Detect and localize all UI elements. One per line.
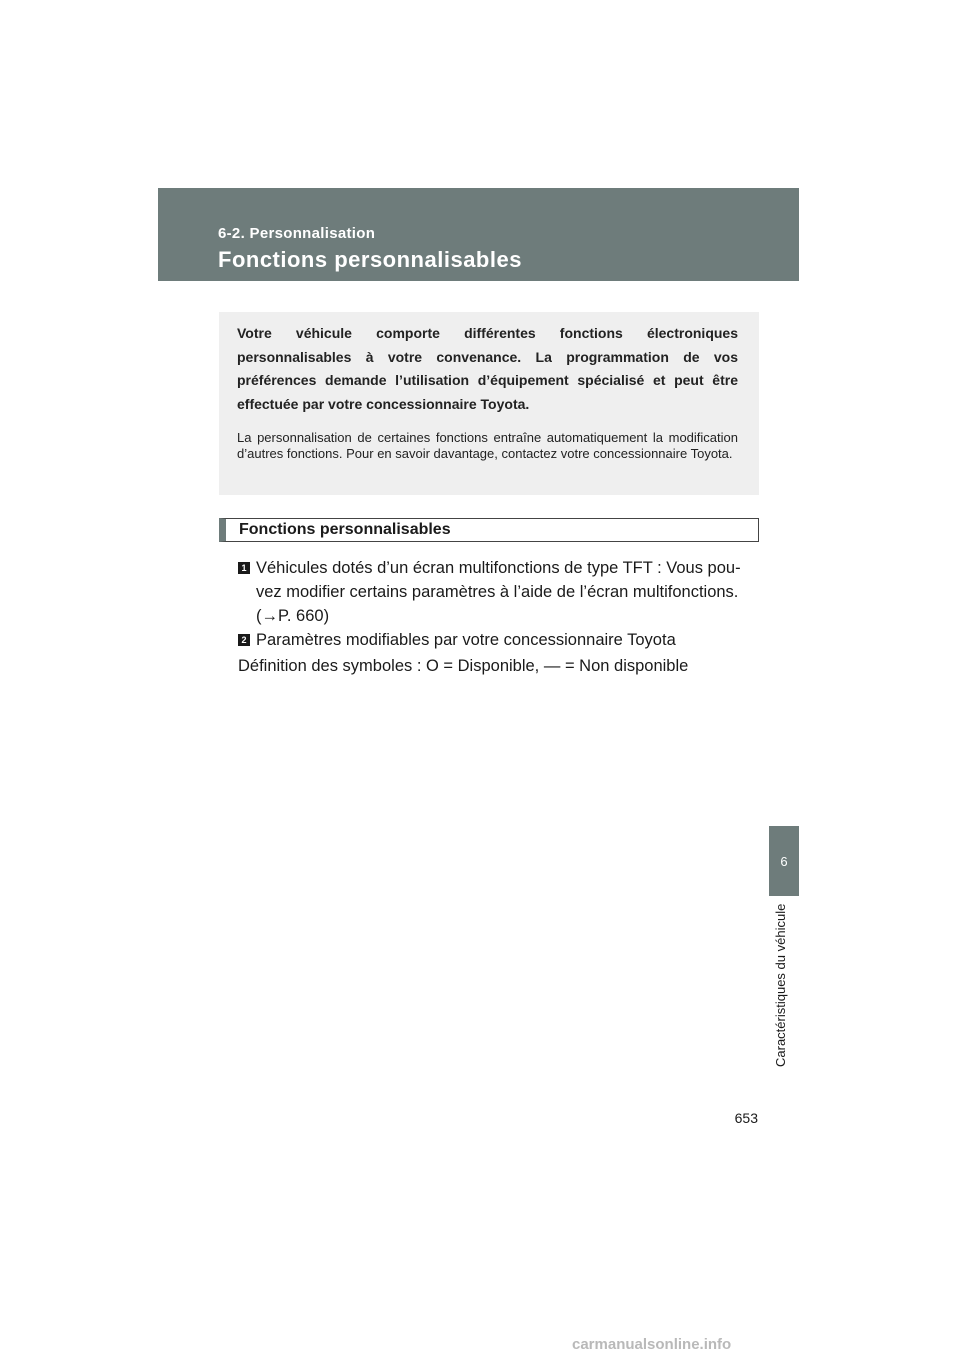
intro-bold-paragraph: Votre véhicule comporte différentes fonctions électroniques personnalisables à votre convenance. La programmation de vos préférences demande l’utilisation d’équipement spécialisé et peut être effectuée par votre concessionnaire Toyota. [237,325,738,412]
intro-paragraph: La personnalisation de certaines fonctions entraîne automatiquement la modification d’autres fonctions. Pour en savoir davantage, contactez votre concessionnaire Toyota. [237,430,738,461]
page-header [158,188,799,281]
symbol-legend: Définition des symboles : O = Disponible, — = Non disponible [238,657,689,675]
list-item-2 [238,628,762,652]
section-label: 6-2. Personnalisation [218,225,376,242]
list-item-text: Véhicules dotés d’un écran multifonctions de type TFT : Vous pou-vez modifier certains paramètres à l’aide de l’écran multifonctions. (→P. 660) [256,559,741,625]
chapter-label: Caractéristiques du véhicule [773,904,788,1068]
watermark: carmanualsonline.info [572,1336,732,1353]
item-number-badge: 2 [238,634,250,646]
list-item-text: Paramètres modifiables par votre concessionnaire Toyota [256,631,676,649]
intro-box [219,312,759,495]
subheading-text: Fonctions personnalisables [239,521,451,538]
chapter-tab [769,826,799,896]
page-title: Fonctions personnalisables [218,247,522,272]
chapter-number: 6 [780,854,788,869]
page-number: 653 [734,1110,758,1126]
subheading-bar [219,518,759,542]
list-item-1 [238,556,762,628]
item-number-badge: 1 [238,562,250,574]
